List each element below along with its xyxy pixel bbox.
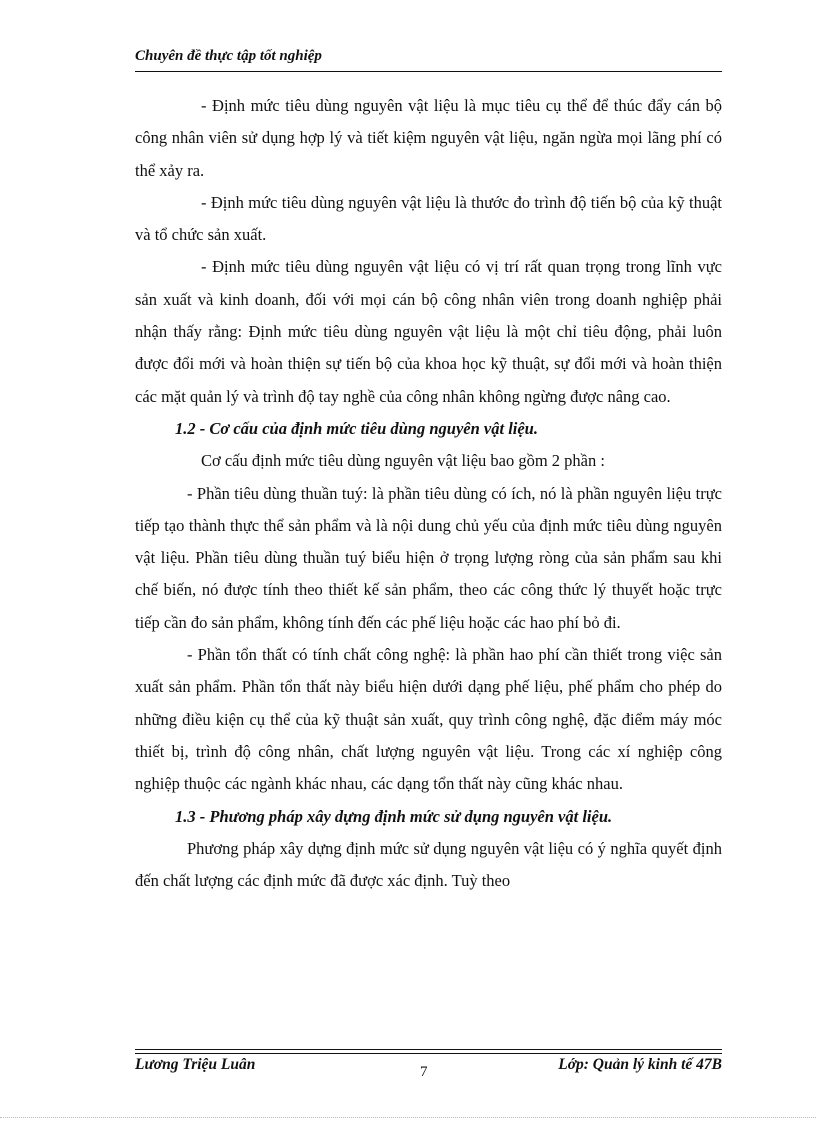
footer-rule-thin	[135, 1053, 722, 1054]
paragraph: - Định mức tiêu dùng nguyên vật liệu là mục tiêu cụ thể để thúc đẩy cán bộ công nhân viên sử dụng hợp lý và tiết kiệm nguyên vật liệu, ngăn ngừa mọi lãng phí có thể xảy ra.	[135, 96, 722, 180]
section-heading-1-3: 1.3 - Phương pháp xây dựng định mức sử dụng nguyên vật liệu.	[175, 806, 613, 826]
page-header-title: Chuyên đề thực tập tốt nghiệp	[135, 48, 322, 64]
page-number: 7	[420, 1064, 428, 1080]
footer-rule-thick	[135, 1049, 722, 1050]
paragraph: Cơ cấu định mức tiêu dùng nguyên vật liệu bao gồm 2 phần :	[201, 451, 605, 471]
footer-class: Lớp: Quản lý kinh tế 47B	[558, 1056, 722, 1073]
footer-author: Lương Triệu Luân	[135, 1056, 256, 1073]
section-heading-1-2: 1.2 - Cơ cấu của định mức tiêu dùng nguyên vật liệu.	[175, 418, 538, 438]
page-edge-divider	[0, 1117, 816, 1118]
paragraph: - Định mức tiêu dùng nguyên vật liệu có vị trí rất quan trọng trong lĩnh vực sản xuất và kinh doanh, đối với mọi cán bộ công nhân viên trong doanh nghiệp phải nhận thấy rằng: Định mức tiêu dùng nguyên vật liệu là một chỉ tiêu động, phải luôn được đổi mới và hoàn thiện sự tiến bộ của khoa học kỹ thuật, sự đổi mới và hoàn thiện các mặt quản lý và trình độ tay nghề của công nhân không ngừng được nâng cao.	[135, 257, 722, 406]
paragraph: - Phần tiêu dùng thuần tuý: là phần tiêu dùng có ích, nó là phần nguyên liệu trực tiếp tạo thành thực thể sản phẩm và là nội dung chủ yếu của định mức tiêu dùng nguyên vật liệu. Phần tiêu dùng thuần tuý biểu hiện ở trọng lượng ròng của sản phẩm sau khi chế biến, nó được tính theo thiết kế sản phẩm, theo các công thức lý thuyết hoặc trực tiếp cần đo sản phẩm, không tính đến các phế liệu hoặc các hao phí bỏ đi.	[135, 483, 722, 632]
header-rule	[135, 71, 722, 72]
paragraph: Phương pháp xây dựng định mức sử dụng nguyên vật liệu có ý nghĩa quyết định đến chất lượng các định mức đã được xác định. Tuỳ theo	[135, 838, 722, 891]
page-footer	[135, 1056, 722, 1086]
paragraph: - Phần tổn thất có tính chất công nghệ: là phần hao phí cần thiết trong việc sản xuất sản phẩm. Phần tổn thất này biểu hiện dưới dạng phế liệu, phế phẩm cho phép do những điều kiện cụ thể của kỹ thuật sản xuất, quy trình công nghệ, đặc điểm máy móc thiết bị, trình độ công nhân, chất lượng nguyên vật liệu. Trong các xí nghiệp công nghiệp thuộc các ngành khác nhau, các dạng tổn thất này cũng khác nhau.	[135, 645, 722, 794]
paragraph: - Định mức tiêu dùng nguyên vật liệu là thước đo trình độ tiến bộ của kỹ thuật và tổ chức sản xuất.	[135, 192, 722, 245]
document-body	[135, 90, 722, 897]
